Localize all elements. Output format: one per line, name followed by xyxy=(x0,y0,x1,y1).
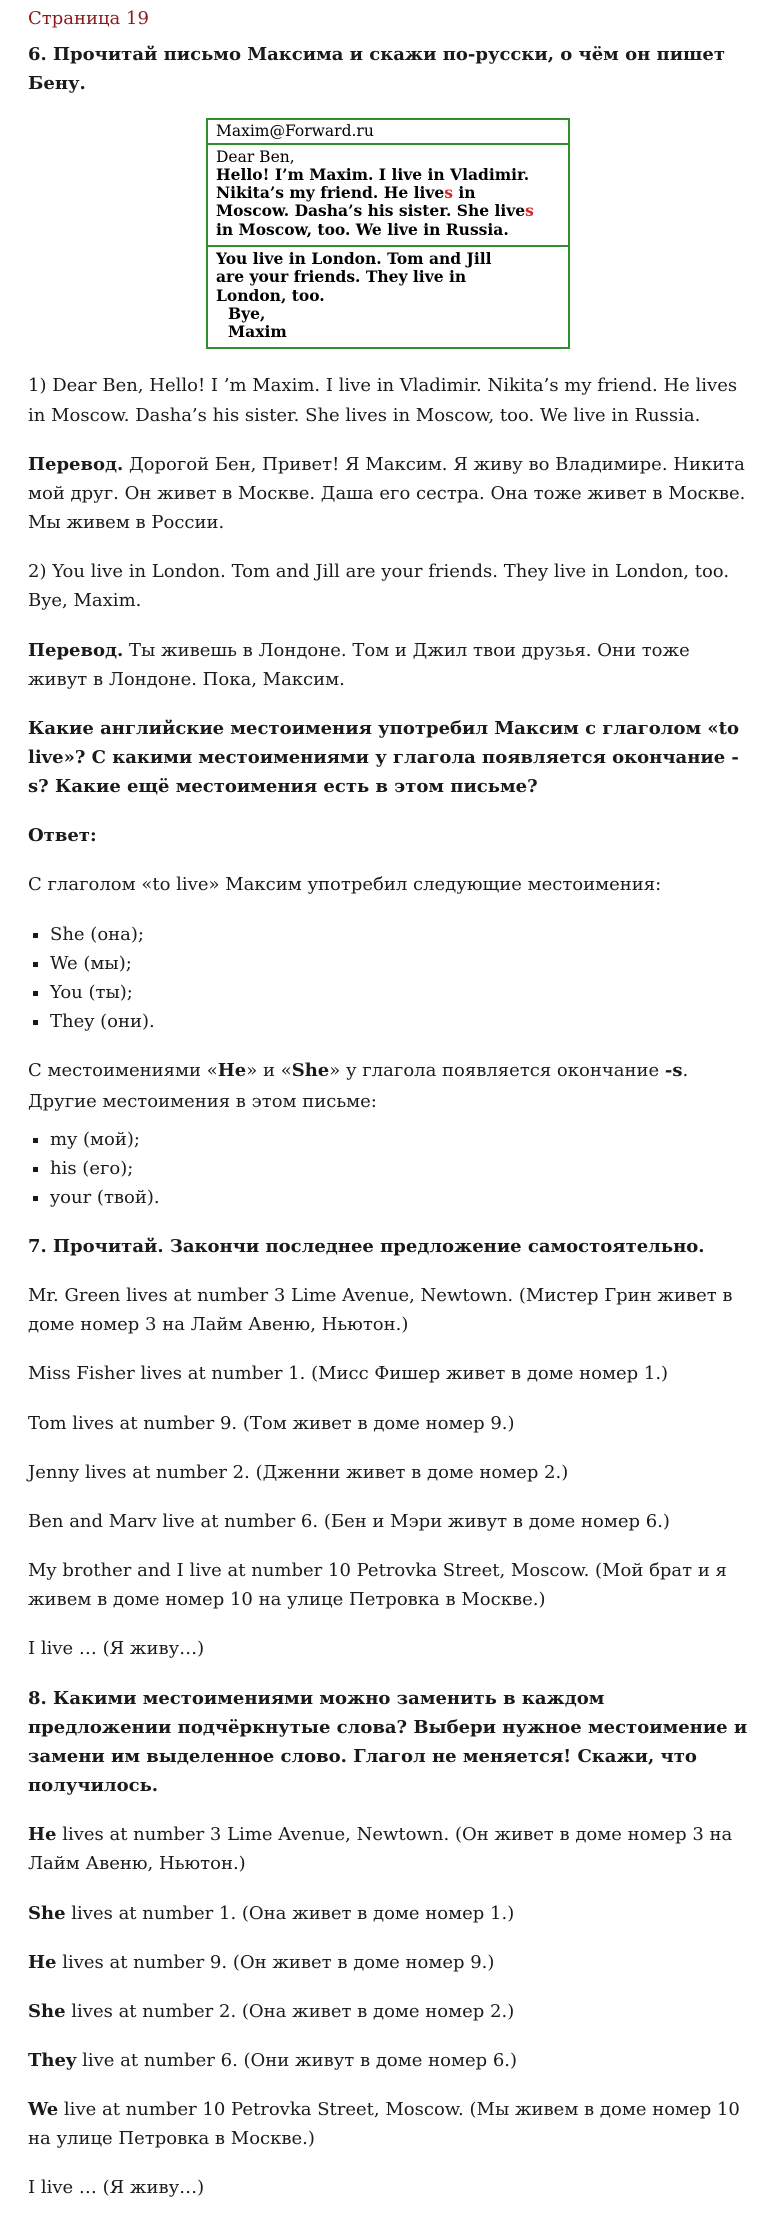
letter-image xyxy=(206,118,570,349)
translation-2: Перевод. Ты живешь в Лондоне. Том и Джил твои друзья. Они тоже живут в Лондоне. Пока, Максим. xyxy=(28,639,690,690)
translation-1: Перевод. Дорогой Бен, Привет! Я Максим. Я живу во Владимире. Никита мой друг. Он живет в Москве. Даша его сестра. Она тоже живет в Москве. Мы живем в России. xyxy=(28,453,746,534)
other-pronouns-intro: Другие местоимения в этом письме: xyxy=(28,1091,377,1113)
task8-line: He lives at number 3 Lime Avenue, Newtown. (Он живет в доме номер 3 на Лайм Авеню, Ньютон.) xyxy=(28,1824,733,1875)
task7-line: My brother and I live at number 10 Petrovka Street, Moscow. (Мой брат и я живем в доме номер 10 на улице Петровка в Москве.) xyxy=(28,1560,727,1611)
letter-line: in Moscow, too. We live in Russia. xyxy=(216,219,509,239)
task8-line: We live at number 10 Petrovka Street, Moscow. (Мы живем в доме номер 10 на улице Петровка в Москве.) xyxy=(28,2099,740,2150)
task8-heading: 8. Какими местоимениями можно заменить в каждом предложении подчёркнутые слова? Выбери нужное местоимение и замени им выделенное слово. Глагол не меняется! Скажи, что получилось. xyxy=(28,1687,748,1797)
task7-line: Mr. Green lives at number 3 Lime Avenue, Newtown. (Мистер Грин живет в доме номер 3 на Лайм Авеню, Ньютон.) xyxy=(28,1285,733,1336)
letter-line: Bye, xyxy=(228,303,266,323)
list-item: ▪ She (она); xyxy=(50,920,748,949)
task7-line: Miss Fisher lives at number 1. (Мисс Фишер живет в доме номер 1.) xyxy=(28,1363,669,1385)
letter-line: Moscow. Dasha’s his sister. She lives xyxy=(216,201,534,221)
task8-line: She lives at number 2. (Она живет в доме номер 2.) xyxy=(28,2000,515,2022)
list-item: ▪ your (твой). xyxy=(50,1183,748,1212)
task6-heading: 6. Прочитай письмо Максима и скажи по-русски, о чём он пишет Бену. xyxy=(28,44,725,95)
list-item: ▪ You (ты); xyxy=(50,978,748,1007)
letter-line: Dear Ben, xyxy=(216,147,295,166)
letter-email: Maxim@Forward.ru xyxy=(208,120,568,144)
task8-line: They live at number 6. (Они живут в доме номер 6.) xyxy=(28,2049,518,2071)
s-ending-rule: С местоимениями «He» и «She» у глагола появляется окончание -s. xyxy=(28,1060,689,1082)
letter-part1 xyxy=(208,145,568,245)
letter-line: Hello! I’m Maxim. I live in Vladimir. xyxy=(216,164,530,184)
task7-heading: 7. Прочитай. Закончи последнее предложение самостоятельно. xyxy=(28,1236,705,1257)
pronoun-list-live xyxy=(28,920,748,1037)
letter-line: You live in London. Tom and Jill xyxy=(216,249,492,268)
task7-line: I live … (Я живу…) xyxy=(28,1638,205,1660)
letter-line: London, too. xyxy=(216,285,325,305)
list-item: ▪ his (его); xyxy=(50,1154,748,1183)
task7-line: Jenny lives at number 2. (Дженни живет в доме номер 2.) xyxy=(28,1461,569,1483)
task7-line: Ben and Marv live at number 6. (Бен и Мэри живут в доме номер 6.) xyxy=(28,1510,670,1532)
paragraph-english-1: 1) Dear Ben, Hello! I ’m Maxim. I live in Vladimir. Nikita’s my friend. He lives in Moscow. Dasha’s his sister. She lives in Moscow, too. We live in Russia. xyxy=(28,375,738,426)
task8-line: She lives at number 1. (Она живет в доме номер 1.) xyxy=(28,1902,515,1924)
answer-intro: С глаголом «to live» Максим употребил следующие местоимения: xyxy=(28,874,662,896)
answer-label: Ответ: xyxy=(28,825,97,847)
task8-line: He lives at number 9. (Он живет в доме номер 9.) xyxy=(28,1951,495,1973)
content xyxy=(28,40,748,2223)
page-number-label: Страница 19 xyxy=(28,8,149,29)
letter-line: Maxim xyxy=(228,322,287,342)
list-item: ▪ We (мы); xyxy=(50,949,748,978)
paragraph-english-2: 2) You live in London. Tom and Jill are your friends. They live in London, too. Bye, Maxim. xyxy=(28,561,730,612)
letter-line: are your friends. They live in xyxy=(216,267,467,287)
list-item: ▪ They (они). xyxy=(50,1007,748,1036)
pronoun-list-other xyxy=(28,1125,748,1212)
letter-part2 xyxy=(208,245,568,347)
list-item: ▪ my (мой); xyxy=(50,1125,748,1154)
letter-line: Nikita’s my friend. He lives in xyxy=(216,183,476,203)
task8-line: I live … (Я живу…) xyxy=(28,2177,205,2199)
task7-line: Tom lives at number 9. (Том живет в доме номер 9.) xyxy=(28,1412,515,1434)
task6-question: Какие английские местоимения употребил Максим с глаголом «to live»? С какими местоимениями у глагола появляется окончание -s? Какие ещё местоимения есть в этом письме? xyxy=(28,717,739,798)
